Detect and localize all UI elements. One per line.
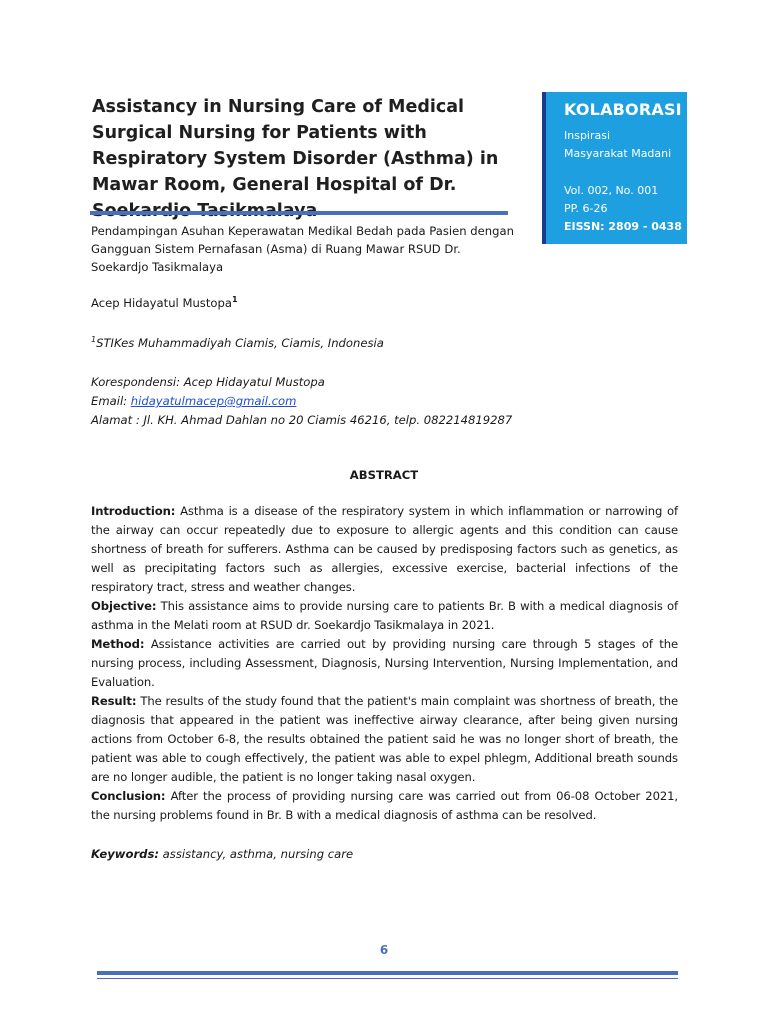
paper-title: Assistancy in Nursing Care of Medical Surgical Nursing for Patients with Respiratory System Disorder (Asthma) in Mawar Room, General Hospital of Dr.: [92, 97, 499, 195]
keywords-text: assistancy, asthma, nursing care: [159, 847, 354, 861]
journal-eissn: EISSN: 2809 - 0438: [564, 220, 682, 233]
method-text: Assistance activities are carried out by providing nursing care through 5 stages of the nursing process, including Assessment, Diagnosis, Nursing Intervention, Nursing Implementation, and Evaluation.: [91, 637, 678, 689]
conclusion-label: Conclusion:: [91, 789, 166, 803]
author-name: Acep Hidayatul Mustopa: [91, 295, 232, 310]
email-line: [91, 392, 512, 411]
result-text: The results of the study found that the patient's main complaint was shortness of breath, the diagnosis that appeared in the patient was ineffective airway clearance, after being given nursing actions from October 6-8, the results obtained the patient said he was no longer short of breath, the patient was able to cough effectively, the patient was able to expel phlegm, Additional breath sounds are no longer audible, the patient is no longer taking nasal oxygen.: [91, 694, 678, 784]
method-label: Method:: [91, 637, 145, 651]
abstract-objective: [91, 597, 678, 635]
journal-tagline: [564, 127, 671, 163]
journal-info-box: [542, 92, 687, 244]
keywords-line: [91, 847, 353, 861]
journal-name: KOLABORASI: [564, 100, 682, 119]
paper-subtitle: Pendampingan Asuhan Keperawatan Medikal Bedah pada Pasien dengan Gangguan Sistem Pernafasan (Asma) di Ruang Mawar RSUD Dr. Soekardjo Tasikmalaya: [91, 224, 514, 274]
introduction-text: Asthma is a disease of the respiratory system in which inflammation or narrowing of the airway can occur repeatedly due to exposure to allergic agents and this condition can cause shortness of breath for sufferers. Asthma can be caused by predisposing factors such as genetics, as well as precipitating factors such as allergies, excessive exercise, bacterial infections of the respiratory tract, stress and weather changes.: [91, 504, 678, 594]
affiliation-superscript: 1: [91, 335, 97, 344]
journal-box-stripe: [542, 92, 546, 244]
conclusion-text: After the process of providing nursing care was carried out from 06-08 October 2021, the nursing problems found in Br. B with a medical diagnosis of asthma can be resolved.: [91, 789, 678, 822]
correspondence-line: Korespondensi: Acep Hidayatul Mustopa: [91, 375, 325, 389]
objective-label: Objective:: [91, 599, 157, 613]
abstract-result: [91, 692, 678, 787]
abstract-body: [91, 502, 678, 825]
introduction-label: Introduction:: [91, 504, 176, 518]
author-line: [91, 295, 238, 310]
footer-divider-thick: [97, 971, 678, 975]
keywords-label: Keywords:: [91, 847, 159, 861]
abstract-heading: ABSTRACT: [349, 468, 419, 482]
abstract-method: [91, 635, 678, 692]
abstract-introduction: [91, 502, 678, 597]
objective-text: This assistance aims to provide nursing care to patients Br. B with a medical diagnosis of asthma in the Melati room at RSUD dr. Soekardjo Tasikmalaya in 2021.: [91, 599, 678, 632]
author-superscript: 1: [231, 295, 238, 304]
address-line: Alamat : Jl. KH. Ahmad Dahlan no 20 Ciamis 46216, telp. 082214819287: [91, 413, 513, 427]
abstract-conclusion: [91, 787, 678, 825]
journal-tagline-line-1: Inspirasi: [564, 129, 611, 142]
email-link[interactable]: hidayatulmacep@gmail.com: [130, 394, 297, 408]
journal-meta: [564, 182, 682, 236]
page-number: 6: [379, 943, 389, 957]
correspondence-block: [91, 373, 512, 430]
journal-volume: Vol. 002, No. 001: [564, 184, 659, 197]
footer-divider-thin: [97, 978, 678, 979]
journal-pages: PP. 6-26: [564, 202, 608, 215]
email-label: Email:: [91, 394, 131, 408]
title-divider: [90, 211, 508, 215]
affiliation-line: [91, 335, 384, 350]
journal-tagline-line-2: Masyarakat Madani: [564, 147, 672, 160]
affiliation-text: STIKes Muhammadiyah Ciamis, Ciamis, Indonesia: [96, 335, 384, 350]
result-label: Result:: [91, 694, 137, 708]
